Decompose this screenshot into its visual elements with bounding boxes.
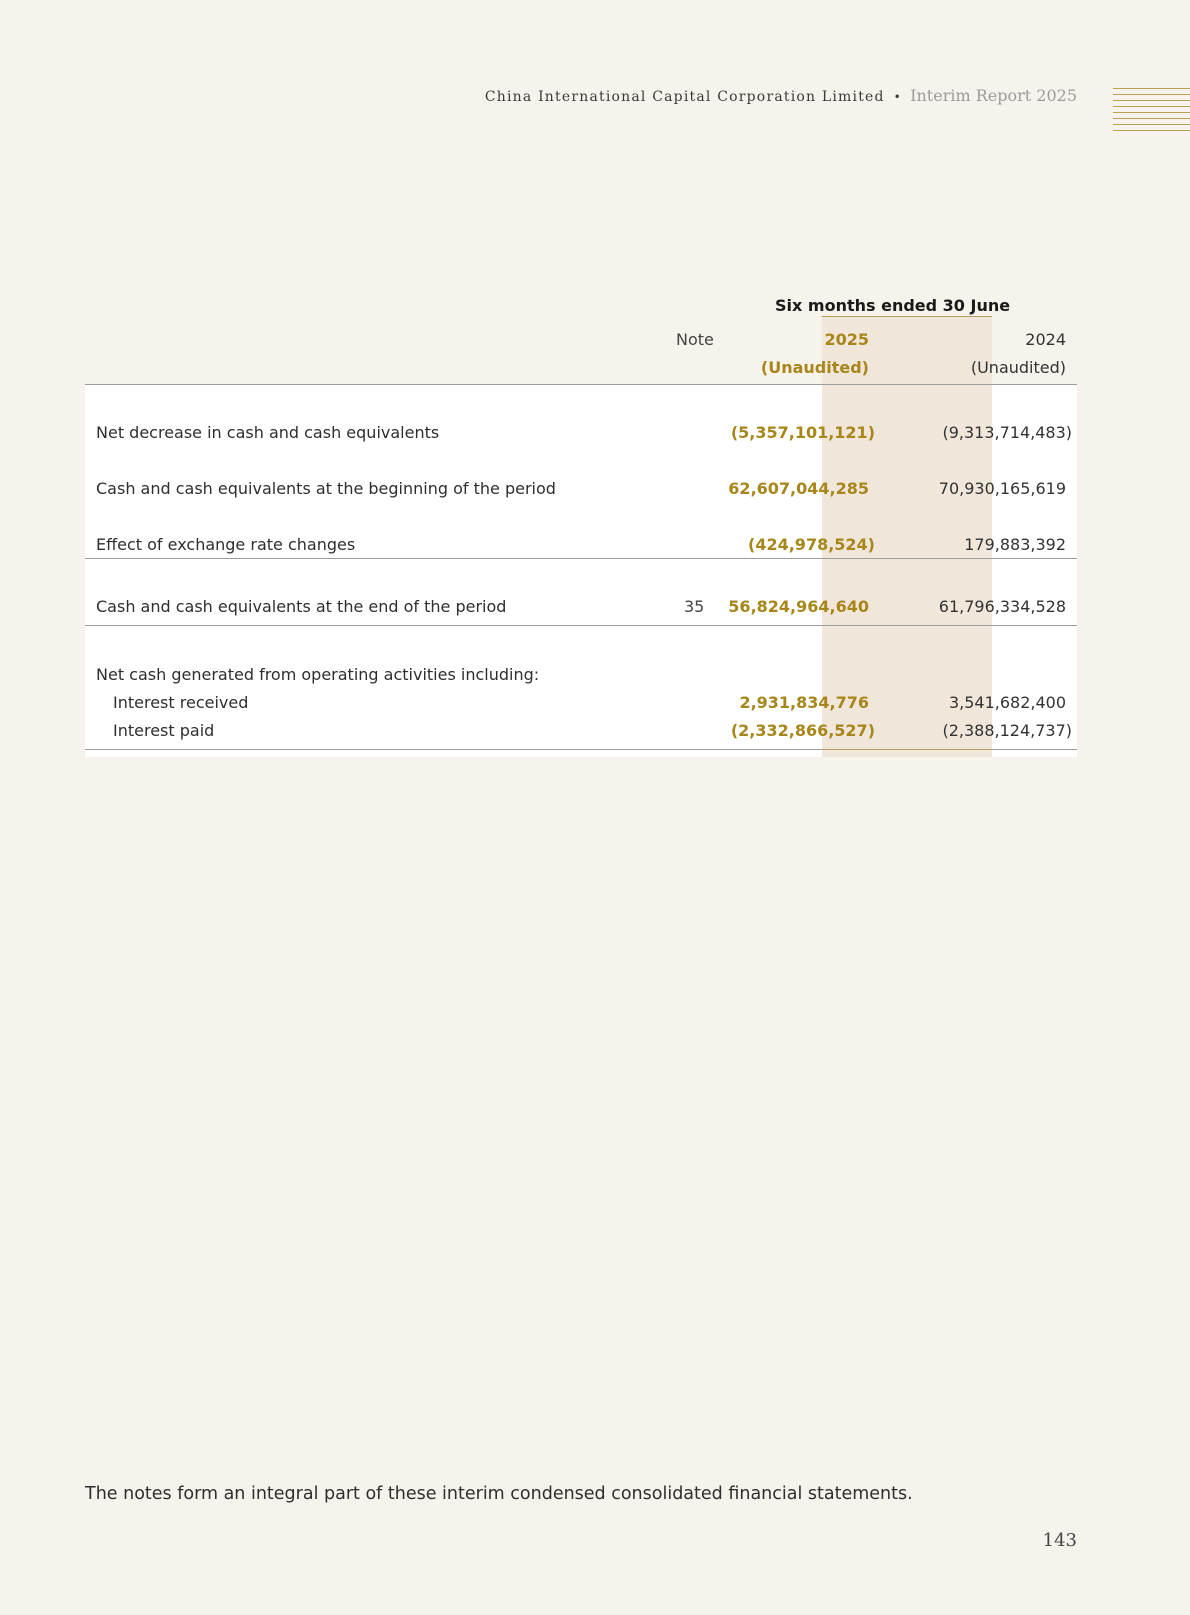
row-value-2024: (9,313,714,483) — [942, 423, 1072, 442]
row-label-exchange-rate: Effect of exchange rate changes — [96, 535, 356, 554]
footer-note: The notes form an integral part of these interim condensed consolidated financial statements. — [85, 1484, 913, 1504]
row-label-end-balance: Cash and cash equivalents at the end of the period — [96, 597, 507, 616]
column-header-note: Note — [676, 330, 714, 349]
row-value-2025: 62,607,044,285 — [728, 479, 869, 498]
row-value-2025: (2,332,866,527) — [730, 721, 875, 740]
row-note: 35 — [684, 597, 705, 616]
row-value-2025: 2,931,834,776 — [739, 693, 869, 712]
header-separator: • — [893, 90, 902, 104]
row-value-2024: 61,796,334,528 — [938, 597, 1066, 616]
column-subheader-2025: (Unaudited) — [760, 358, 869, 377]
column-subheader-2024: (Unaudited) — [970, 358, 1066, 377]
column-header-2025: 2025 — [824, 330, 869, 349]
row-label-operating-activities: Net cash generated from operating activities including: — [96, 665, 540, 684]
decorative-stripes — [1113, 88, 1190, 136]
row-value-2025: 56,824,964,640 — [728, 597, 869, 616]
row-label-beginning-balance: Cash and cash equivalents at the beginning of the period — [96, 479, 556, 498]
header-rule — [85, 384, 1077, 385]
group-header: Six months ended 30 June — [775, 296, 1011, 315]
row-value-2025: (424,978,524) — [748, 535, 875, 554]
total-rule — [85, 625, 1077, 626]
row-label-interest-paid: Interest paid — [113, 721, 215, 740]
running-header — [485, 86, 1077, 105]
group-header-underline — [822, 316, 992, 317]
row-value-2024: 70,930,165,619 — [938, 479, 1066, 498]
row-value-2025: (5,357,101,121) — [730, 423, 875, 442]
report-title: Interim Report 2025 — [910, 86, 1077, 105]
company-name: China International Capital Corporation Limited — [484, 89, 885, 105]
row-value-2024: 179,883,392 — [964, 535, 1066, 554]
row-label-net-decrease: Net decrease in cash and cash equivalents — [96, 423, 440, 442]
row-value-2024: (2,388,124,737) — [942, 721, 1072, 740]
row-value-2024: 3,541,682,400 — [948, 693, 1066, 712]
column-header-2024: 2024 — [1025, 330, 1066, 349]
row-label-interest-received: Interest received — [113, 693, 249, 712]
subtotal-rule — [85, 558, 1077, 559]
page-number: 143 — [1042, 1530, 1077, 1551]
